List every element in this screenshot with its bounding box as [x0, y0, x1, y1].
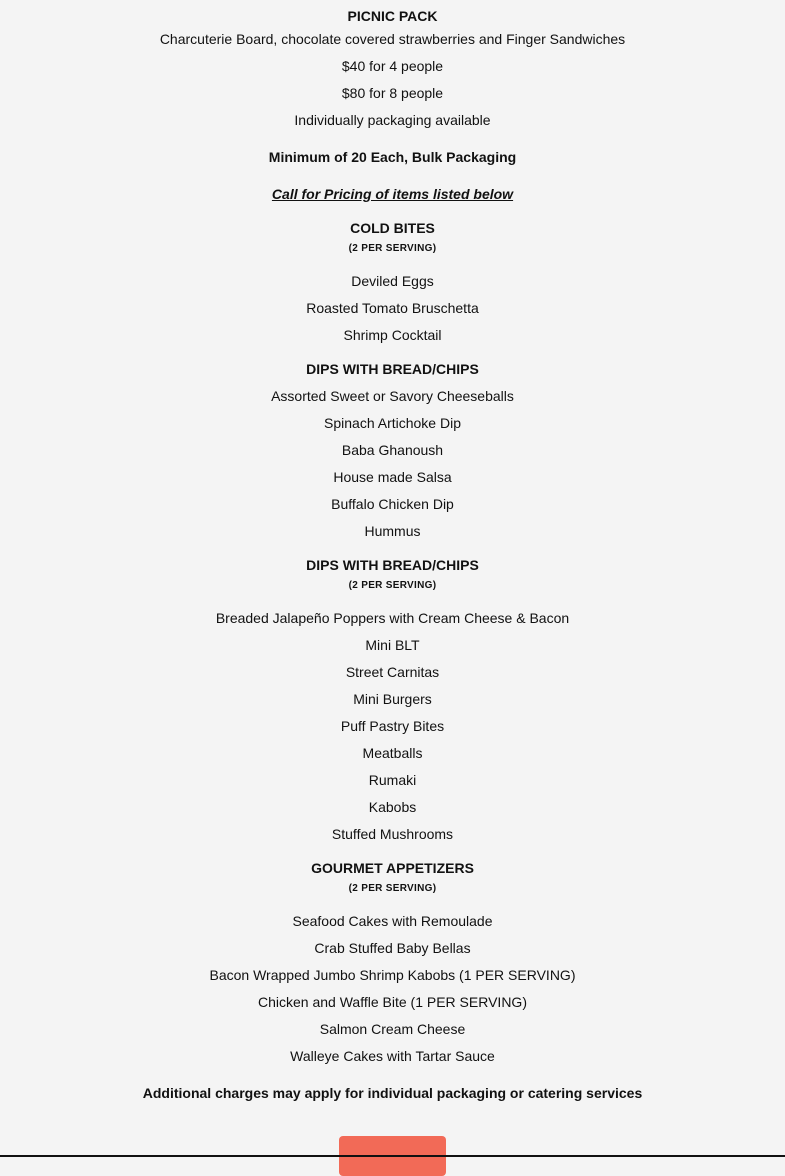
- picnic-pack-price-8: $80 for 8 people: [341, 85, 444, 101]
- section-title-dips: DIPS WITH BREAD/CHIPS: [306, 361, 479, 377]
- additional-charges-note: Additional charges may apply for individual packaging or catering services: [142, 1085, 643, 1101]
- menu-item: Deviled Eggs: [351, 273, 434, 289]
- menu-item: Mini BLT: [365, 637, 420, 653]
- menu-item: Shrimp Cocktail: [343, 327, 442, 343]
- picnic-pack-title: PICNIC PACK: [347, 8, 438, 24]
- menu-item: Stuffed Mushrooms: [331, 826, 454, 842]
- menu-item: Rumaki: [368, 772, 417, 788]
- section-title-dips-2: DIPS WITH BREAD/CHIPS: [306, 557, 479, 573]
- menu-item: Roasted Tomato Bruschetta: [306, 300, 479, 316]
- menu-item: Kabobs: [368, 799, 417, 815]
- minimum-note: Minimum of 20 Each, Bulk Packaging: [268, 149, 517, 165]
- menu-item: Buffalo Chicken Dip: [331, 496, 454, 512]
- section-subtitle: (2 PER SERVING): [348, 243, 437, 254]
- menu-item: Hummus: [364, 523, 421, 539]
- section-title-gourmet-appetizers: GOURMET APPETIZERS: [311, 860, 474, 876]
- picnic-pack-description: Charcuterie Board, chocolate covered strawberries and Finger Sandwiches: [159, 31, 626, 47]
- menu-item: Breaded Jalapeño Poppers with Cream Cheese & Bacon: [215, 610, 570, 626]
- menu-item: Mini Burgers: [353, 691, 432, 707]
- menu-item: House made Salsa: [333, 469, 452, 485]
- menu-item: Puff Pastry Bites: [340, 718, 445, 734]
- picnic-pack-price-4: $40 for 4 people: [341, 58, 444, 74]
- menu-item: Baba Ghanoush: [341, 442, 444, 458]
- call-for-pricing-note: Call for Pricing of items listed below: [271, 186, 514, 202]
- menu-item: Spinach Artichoke Dip: [324, 415, 461, 431]
- menu-item: Street Carnitas: [345, 664, 440, 680]
- menu-item: Salmon Cream Cheese: [319, 1021, 466, 1037]
- menu-item: Chicken and Waffle Bite (1 PER SERVING): [258, 994, 527, 1010]
- section-title-cold-bites: COLD BITES: [350, 220, 435, 236]
- menu-item: Meatballs: [362, 745, 423, 761]
- menu-item: Bacon Wrapped Jumbo Shrimp Kabobs (1 PER SERVING): [209, 967, 576, 983]
- section-subtitle: (2 PER SERVING): [348, 580, 437, 591]
- menu-item: Assorted Sweet or Savory Cheeseballs: [271, 388, 514, 404]
- menu-item: Walleye Cakes with Tartar Sauce: [290, 1048, 495, 1064]
- section-subtitle: (2 PER SERVING): [348, 883, 437, 894]
- menu-item: Crab Stuffed Baby Bellas: [314, 940, 471, 956]
- picnic-pack-packaging: Individually packaging available: [294, 112, 491, 128]
- menu-item: Seafood Cakes with Remoulade: [292, 913, 493, 929]
